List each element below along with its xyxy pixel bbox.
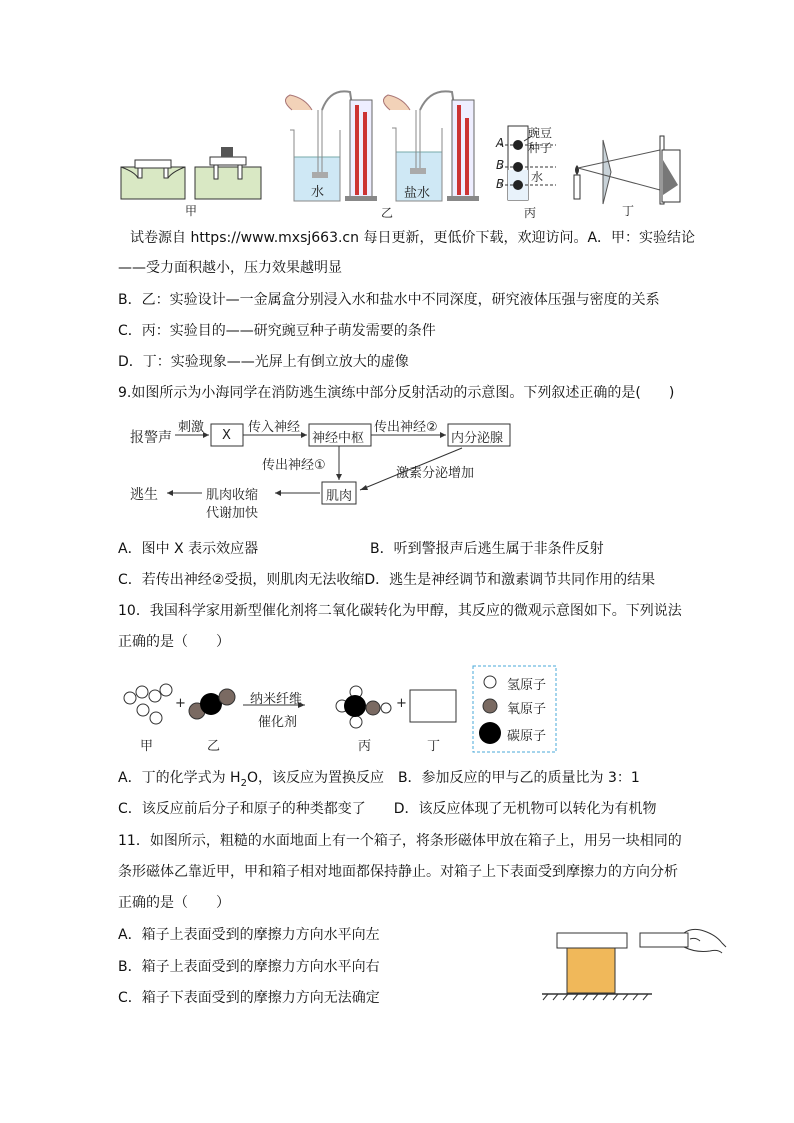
- q8-option-d: D．丁：实验现象——光屏上有倒立放大的虚像: [118, 354, 409, 370]
- q11-stem-3: 正确的是（ ）: [118, 895, 230, 911]
- bing-label-seed2: 种子: [528, 141, 553, 155]
- box-magnet-diagram: [0, 925, 794, 1005]
- mol-plus-1: +: [175, 696, 186, 711]
- mol-cond-2: 催化剂: [258, 715, 298, 730]
- q10-option-a-post: O，该反应为置换反应 B．参加反应的甲与乙的质量比为 3：1: [246, 770, 640, 786]
- mol-plus-2: +: [396, 696, 407, 711]
- legend-oxygen: 氧原子: [507, 702, 547, 717]
- legend-carbon: 碳原子: [507, 729, 547, 744]
- ad-line: 试卷源自 https://www.mxsj663.cn 每日更新，更低价下载，欢迎访问。A．甲：实验结论: [130, 230, 696, 246]
- q9-option-b: B．听到警报声后逃生属于非条件反射: [370, 541, 604, 557]
- q10-option-a-sub: 2: [240, 777, 247, 789]
- reflex-center: 神经中枢: [312, 431, 365, 446]
- label-bing: 丙: [524, 206, 537, 220]
- q10-option-ab: [118, 768, 640, 794]
- reflex-escape: 逃生: [130, 487, 158, 503]
- q10-stem-1: 10．我国科学家用新型催化剂将二氧化碳转化为甲醇，其反应的微观示意图如下。下列说法: [118, 603, 682, 619]
- mol-label-bing: 丙: [358, 739, 372, 754]
- bing-label-b1: B: [496, 158, 505, 172]
- reflex-efferent1: 传出神经①: [262, 458, 326, 473]
- q9-option-a: A．图中 X 表示效应器: [118, 541, 259, 557]
- reflex-stim: 刺激: [178, 420, 205, 435]
- figure-ding: [574, 136, 680, 204]
- q9-option-cd: C．若传出神经②受损，则肌肉无法收缩D．逃生是神经调节和激素调节共同作用的结果: [118, 572, 656, 588]
- label-jia: 甲: [185, 204, 198, 218]
- q11-option-b: B．箱子上表面受到的摩擦力方向水平向右: [118, 959, 380, 975]
- figure-row: [0, 0, 794, 230]
- beaker-label-saltwater: 盐水: [404, 186, 431, 201]
- bing-label-b2: B: [496, 177, 505, 191]
- reflex-efferent2: 传出神经②: [374, 420, 438, 435]
- mol-label-ding: 丁: [427, 739, 441, 754]
- reflex-muscle: 肌肉: [326, 489, 353, 504]
- q9-stem: 9.如图所示为小海同学在消防逃生演练中部分反射活动的示意图。下列叙述正确的是( ): [118, 385, 675, 401]
- mol-label-yi: 乙: [207, 739, 221, 754]
- bing-label-a: A: [496, 136, 505, 150]
- mol-cond-1: 纳米纤维: [250, 692, 303, 707]
- q10-option-cd: C．该反应前后分子和原子的种类都变了 D．该反应体现了无机物可以转化为有机物: [118, 801, 657, 817]
- figure-jia: [121, 147, 261, 199]
- q10-option-a-pre: A．丁的化学式为 H: [118, 770, 241, 786]
- q11-option-a: A．箱子上表面受到的摩擦力方向水平向左: [118, 927, 380, 943]
- reflex-endocrine: 内分泌腺: [451, 431, 504, 446]
- q11-stem-2: 条形磁体乙靠近甲，甲和箱子相对地面都保持静止。对箱子上下表面受到摩擦力的方向分析: [118, 864, 678, 880]
- reflex-x: X: [222, 428, 231, 443]
- q10-stem-2: 正确的是（ ）: [118, 634, 230, 650]
- q8-option-b: B．乙：实验设计—一金属盒分别浸入水和盐水中不同深度，研究液体压强与密度的关系: [118, 292, 660, 308]
- reflex-hormone: 激素分泌增加: [396, 466, 475, 481]
- reflex-alarm: 报警声: [130, 430, 172, 446]
- q8-option-c: C．丙：实验目的——研究豌豆种子萌发需要的条件: [118, 323, 436, 339]
- reflex-metab: 代谢加快: [206, 506, 259, 521]
- reflex-afferent: 传入神经: [248, 420, 301, 435]
- bing-label-water: 水: [531, 170, 544, 184]
- mol-label-jia: 甲: [140, 739, 154, 754]
- bing-label-seed1: 豌豆: [528, 126, 553, 140]
- q11-option-c: C．箱子下表面受到的摩擦力方向无法确定: [118, 990, 380, 1006]
- legend-hydrogen: 氢原子: [507, 678, 547, 693]
- q11-stem-1: 11．如图所示，粗糙的水面地面上有一个箱子，将条形磁体甲放在箱子上，用另一块相同的: [118, 833, 682, 849]
- beaker-label-water: 水: [311, 185, 325, 200]
- label-ding: 丁: [622, 204, 635, 218]
- label-yi: 乙: [381, 206, 394, 220]
- reflex-contract: 肌肉收缩: [206, 488, 259, 503]
- q8-option-a-cont: ——受力面积越小，压力效果越明显: [118, 260, 342, 276]
